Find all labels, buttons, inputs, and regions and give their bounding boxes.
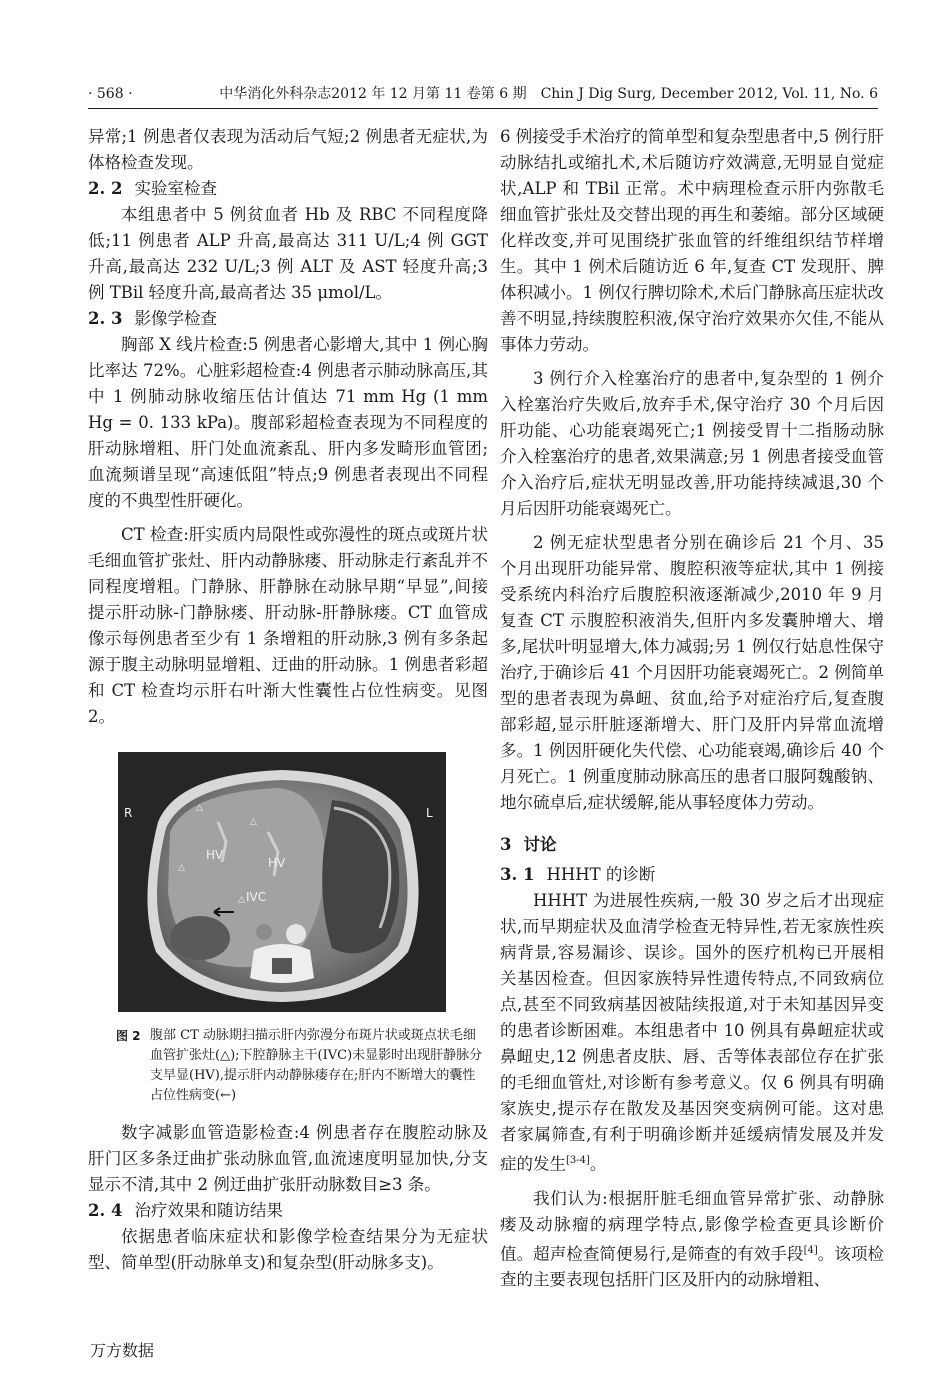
image-label-ivc: IVC <box>246 890 267 904</box>
paragraph: CT 检查:肝实质内局限性或弥漫性的斑点或斑片状毛细血管扩张灶、肝内动静脉瘘、肝动脉走行紊乱并不同程度增粗。门静脉、肝静脉在动脉早期“早显”,间接提示肝动脉-门静脉瘘、肝动脉-肝静脉瘘。CT 血管成像示每例患者至少有 1 条增粗的肝动脉,3 例有多条起源于腹主动脉明显增粗、迂曲的肝动脉。1 例患者彩超和 CT 检查均示肝右叶渐大性囊性占位性病变。见图 2。 <box>88 525 488 726</box>
svg-text:△: △ <box>250 817 257 827</box>
image-label-hv: HV <box>268 856 286 870</box>
figure-label: 图 2 <box>116 1029 141 1043</box>
svg-text:△: △ <box>178 863 185 873</box>
svg-text:△: △ <box>196 803 203 813</box>
paragraph: 6 例接受手术治疗的简单型和复杂型患者中,5 例行肝动脉结扎或缩扎术,术后随访疗效满意,无明显自觉症状,ALP 和 TBil 正常。术中病理检查示肝内弥散毛细血管扩张灶及交替出现的再生和萎缩。部分区域硬化样改变,并可见围绕扩张血管的纤维组织结节样增生。其中 1 例术后随访近 6 年,复查 CT 发现肝、脾体积减小。1 例仅行脾切除术,术后门静脉高压症状改善不明显,持续腹腔积液,保守治疗效果亦欠佳,不能从事体力劳动。 <box>500 127 884 354</box>
paragraph: 依据患者临床症状和影像学检查结果分为无症状型、简单型(肝动脉单支)和复杂型(肝动脉多支)。 <box>88 1227 488 1272</box>
paragraph: 我们认为:根据肝脏毛细血管异常扩张、动静脉瘘及动脉瘤的病理学特点,影像学检查更具诊断价值。超声检查简便易行,是筛查的有效手段[4]。该项检查的主要表现包括肝门区及肝内的动脉增粗、 <box>500 1188 885 1289</box>
section-heading-3-1: 3. 1 HHHT 的诊断 <box>500 865 656 884</box>
footer-watermark: 万方数据 <box>90 1341 155 1360</box>
ct-scan-image <box>118 752 446 1012</box>
section-heading-2-4: 2. 4 治疗效果和随访结果 <box>88 1201 283 1220</box>
citation: [3-4] <box>566 1155 590 1166</box>
paragraph: HHHT 为进展性疾病,一般 30 岁之后才出现症状,而早期症状及血清学检查无特异性,若无家族性疾病背景,容易漏诊、误诊。国外的医疗机构已开展相关基因检查。但因家族特异性遗传特点,不同致病位点,甚至不同致病基因被陆续报道,对于未知基因异变的患者诊断困难。本组患者中 10 例具有鼻衄症状或鼻衄史,12 例患者皮肤、唇、舌等体表部位存在扩张的毛细血管灶,对诊断有参考意义。仅 6 例具有明确家族史,提示存在散发及基因突变病例可能。这对患者家属筛查,有利于明确诊断并延缓病情发展及并发症的发生[3-4]。 <box>500 891 884 1174</box>
citation: [4] <box>803 1244 818 1256</box>
paragraph: 3 例行介入栓塞治疗的患者中,复杂型的 1 例介入栓塞治疗失败后,放弃手术,保守治疗 30 个月后因肝功能、心功能衰竭死亡;1 例接受胃十二指肠动脉介入栓塞治疗的患者,效果满意;另 1 例患者接受血管介入治疗后,症状无明显改善,肝功能持续减退,30 个月后因肝功能衰竭死亡。 <box>500 369 884 518</box>
paragraph: 数字减影血管造影检查:4 例患者存在腹腔动脉及肝门区多条迂曲扩张动脉血管,血流速度明显加快,分支显示不清,其中 2 例迂曲扩张肝动脉数目≥3 条。 <box>88 1123 488 1194</box>
image-label-hv: HV <box>206 848 224 862</box>
section-heading-3: 3 讨论 <box>500 835 557 854</box>
journal-title: 中华消化外科杂志2012 年 12 月第 11 卷第 6 期 Chin J Dig Surg, December 2012, Vol. 11, No. 6 <box>219 86 878 102</box>
paragraph: 本组患者中 5 例贫血者 Hb 及 RBC 不同程度降低;11 例患者 ALP 升高,最高达 311 U/L;4 例 GGT 升高,最高达 232 U/L;3 例 ALT 及 AST 轻度升高;3 例 TBil 轻度升高,最高者达 35 μmol/L。 <box>88 205 488 302</box>
image-label-r: R <box>124 806 133 820</box>
section-heading-2-3: 2. 3 影像学检查 <box>88 309 217 328</box>
paragraph: 异常;1 例患者仅表现为活动后气短;2 例患者无症状,为体格检查发现。 <box>88 127 488 172</box>
right-column <box>500 124 884 1293</box>
paragraph: 胸部 X 线片检查:5 例患者心影增大,其中 1 例心胸比率达 72%。心脏彩超检查:4 例患者示肺动脉高压,其中 1 例肺动脉收缩压估计值达 71 mm Hg (1 mm Hg = 0. 133 kPa)。腹部彩超检查表现为不同程度的肝动脉增粗、肝门处血流紊乱、肝内多发畸形血管团;血流频谱呈现“高速低阻”特点;9 例患者表现出不同程度的不典型性肝硬化。 <box>88 335 488 510</box>
image-label-l: L <box>426 806 433 820</box>
figure-caption-text: 腹部 CT 动脉期扫描示肝内弥漫分布斑片状或斑点状毛细血管扩张灶(△);下腔静脉主干(IVC)未显影时出现肝静脉分支早显(HV),提示肝内动静脉瘘存在;肝内不断增大的囊性占位性病变(←) <box>150 1028 483 1103</box>
svg-text:△: △ <box>238 895 245 905</box>
figure-caption <box>88 1026 488 1106</box>
running-header <box>88 86 878 109</box>
paragraph: 2 例无症状型患者分别在确诊后 21 个月、35 个月出现肝功能异常、腹腔积液等症状,其中 1 例接受系统内科治疗后腹腔积液逐渐减少,2010 年 9 月复查 CT 示腹腔积液消失,但肝内多发囊肿增大、增多,尾状叶明显增大,体力减弱;另 1 例仅行姑息性保守治疗,于确诊后 41 个月因肝功能衰竭死亡。2 例简单型的患者表现为鼻衄、贫血,给予对症治疗后,复查腹部彩超,显示肝脏逐渐增大、肝门及肝内异常血流增多。1 例因肝硬化失代偿、心功能衰竭,确诊后 40 个月死亡。1 例重度肺动脉高压的患者口服阿魏酸钠、地尔硫卓后,症状缓解,能从事轻度体力劳动。 <box>500 533 884 812</box>
section-heading-2-2: 2. 2 实验室检查 <box>88 179 217 198</box>
left-column <box>88 124 488 1276</box>
page-number: · 568 · <box>88 86 133 102</box>
